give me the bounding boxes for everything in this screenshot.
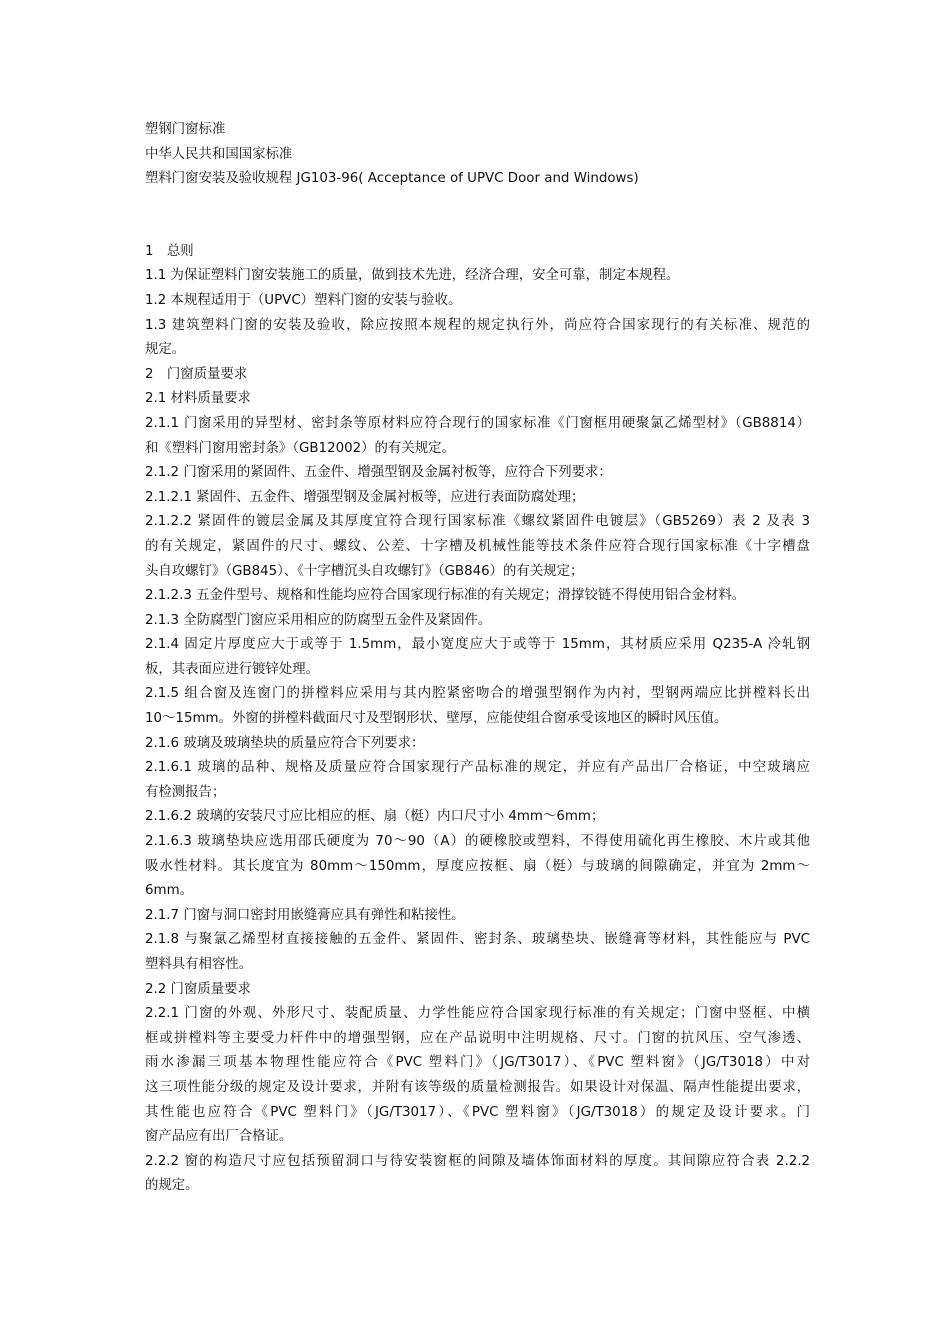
text-line: 2.1.8 与聚氯乙烯型材直接接触的五金件、紧固件、密封条、玻璃垫块、嵌缝膏等材料，其性能应与 PVC — [145, 932, 810, 948]
document-page — [145, 118, 810, 1199]
text-line: 2.1.2.2 紧固件的镀层金属及其厚度宜符合现行国家标准《螺纹紧固件电镀层》（GB5269）表 2 及表 3 — [145, 514, 810, 530]
text-line: 1 总则 — [145, 243, 194, 259]
text-line: 塑钢门窗标准 — [145, 122, 226, 137]
text-line: 有检测报告； — [145, 784, 226, 800]
text-line: 2.1.1 门窗采用的异型材、密封条等原材料应符合现行的国家标准《门窗框用硬聚氯乙烯型材》（GB8814） — [145, 415, 810, 431]
text-line: 窗产品应有出厂合格证。 — [145, 1129, 293, 1145]
text-line: 头自攻螺钉》（GB845）、《十字槽沉头自攻螺钉》（GB846）的有关规定； — [145, 563, 584, 579]
blank-line — [145, 216, 810, 240]
text-line: 6mm。 — [145, 883, 193, 899]
text-line: 1.1 为保证塑料门窗安装施工的质量，做到技术先进，经济合理，安全可靠，制定本规程。 — [145, 268, 680, 284]
text-line: 塑料具有相容性。 — [145, 957, 253, 972]
text-line: 塑料门窗安装及验收规程 JG103-96( Acceptance of UPVC Door and Windows) — [145, 171, 639, 187]
text-line: 吸水性材料。其长度宜为 80mm～150mm，厚度应按框、扇（梃）与玻璃的间隙确定，并宜为 2mm～ — [145, 858, 810, 874]
text-line: 和《塑料门窗用密封条》（GB12002）的有关规定。 — [145, 440, 455, 456]
text-line: 10～15mm。外窗的拼樘料截面尺寸及型钢形状、壁厚，应能使组合窗承受该地区的瞬时风压值。 — [145, 711, 728, 727]
text-line: 1.3 建筑塑料门窗的安装及验收，除应按照本规程的规定执行外，尚应符合国家现行的有关标准、规范的 — [145, 317, 810, 333]
text-line: 的有关规定，紧固件的尺寸、螺纹、公差、十字槽及机械性能等技术条件应符合现行国家标准《十字槽盘 — [145, 538, 810, 554]
blank-line — [145, 192, 810, 216]
text-line: 雨水渗漏三项基本物理性能应符合《PVC 塑料门》（JG/T3017）、《PVC 塑料窗》（JG/T3018）中对 — [145, 1055, 810, 1071]
text-line: 2.1.6.2 玻璃的安装尺寸应比相应的框、扇（梃）内口尺寸小 4mm～6mm； — [145, 809, 605, 825]
text-line: 2.1.3 全防腐型门窗应采用相应的防腐型五金件及紧固件。 — [145, 612, 492, 628]
text-line: 2 门窗质量要求 — [145, 366, 248, 382]
text-line: 2.1.4 固定片厚度应大于或等于 1.5mm，最小宽度应大于或等于 15mm，其材质应采用 Q235-A 冷轧钢 — [145, 637, 810, 653]
text-line: 板，其表面应进行镀锌处理。 — [145, 661, 320, 677]
text-line: 框或拼樘料等主要受力杆件中的增强型钢，应在产品说明中注明规格、尺寸。门窗的抗风压、空气渗透、 — [145, 1030, 810, 1046]
text-line: 2.1.7 门窗与洞口密封用嵌缝膏应具有弹性和粘接性。 — [145, 907, 465, 923]
text-line: 2.1.6 玻璃及玻璃垫块的质量应符合下列要求： — [145, 735, 425, 751]
text-line: 2.1.6.1 玻璃的品种、规格及质量应符合国家现行产品标准的规定，并应有产品出厂合格证，中空玻璃应 — [145, 760, 810, 776]
text-line: 2.1.2.1 紧固件、五金件、增强型钢及金属衬板等，应进行表面防腐处理； — [145, 489, 585, 505]
text-line: 其性能也应符合《PVC 塑料门》（JG/T3017）、《PVC 塑料窗》（JG/T3018）的规定及设计要求。门 — [145, 1104, 810, 1120]
text-line: 2.2.1 门窗的外观、外形尺寸、装配质量、力学性能应符合国家现行标准的有关规定；门窗中竖框、中横 — [145, 1006, 810, 1022]
text-line: 2.1.6.3 玻璃垫块应选用邵氏硬度为 70～90（A）的硬橡胶或塑料，不得使用硫化再生橡胶、木片或其他 — [145, 834, 810, 850]
text-line: 中华人民共和国国家标准 — [145, 146, 293, 162]
text-line: 2.1 材料质量要求 — [145, 391, 251, 407]
text-line: 2.2.2 窗的构造尺寸应包括预留洞口与待安装窗框的间隙及墙体饰面材料的厚度。其间隙应符合表 2.2.2 — [145, 1153, 810, 1169]
text-line: 这三项性能分级的规定及设计要求，并附有该等级的质量检测报告。如果设计对保温、隔声性能提出要求， — [145, 1079, 810, 1095]
text-line: 2.1.2.3 五金件型号、规格和性能均应符合国家现行标准的有关规定；滑撑铰链不得使用铝合金材料。 — [145, 588, 746, 604]
text-line: 的规定。 — [145, 1178, 199, 1194]
text-line: 规定。 — [145, 342, 186, 358]
text-line: 2.1.5 组合窗及连窗门的拼樘料应采用与其内腔紧密吻合的增强型钢作为内衬，型钢两端应比拼樘料长出 — [145, 686, 810, 702]
text-line: 2.2 门窗质量要求 — [145, 981, 251, 997]
text-line: 2.1.2 门窗采用的紧固件、五金件、增强型钢及金属衬板等，应符合下列要求： — [145, 465, 612, 481]
text-line: 1.2 本规程适用于（UPVC）塑料门窗的安装与验收。 — [145, 292, 462, 308]
